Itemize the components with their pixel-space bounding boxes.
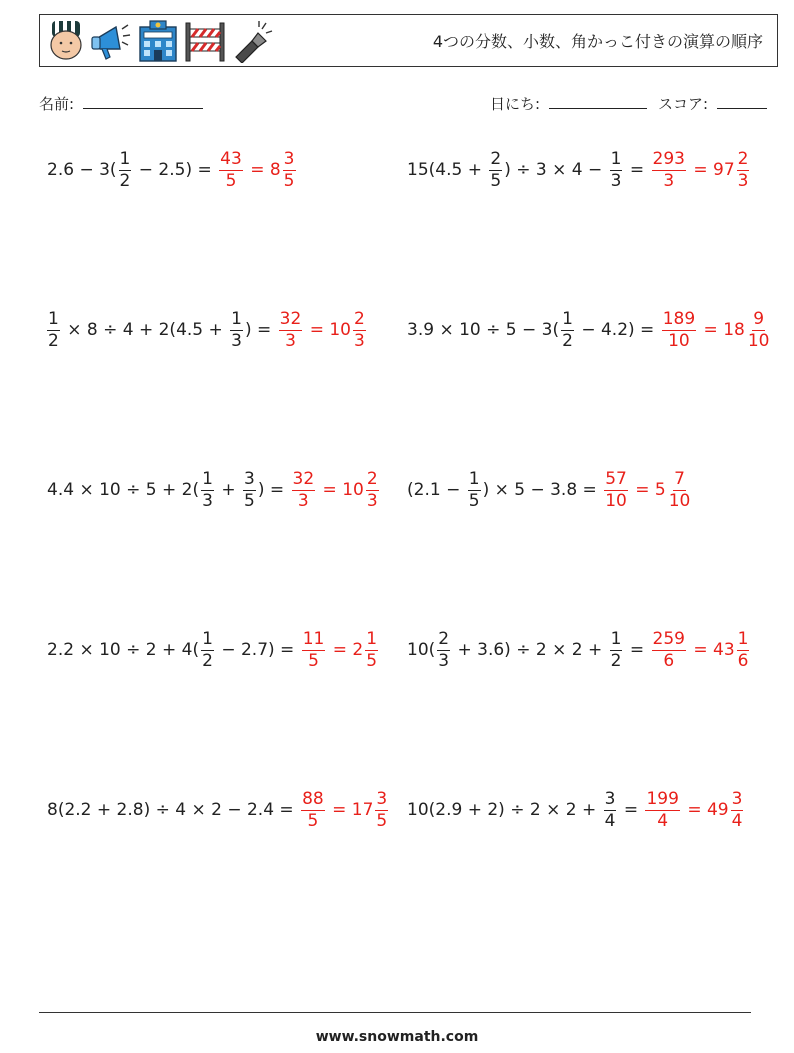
expression-text: ) × 5 − 3.8 = (482, 480, 603, 500)
fraction (489, 148, 502, 191)
denominator: 2 (119, 170, 131, 191)
numerator: 3 (283, 148, 295, 169)
problem-4 (406, 300, 771, 360)
name-label: 名前: (39, 95, 75, 113)
footer-divider (39, 1012, 751, 1013)
answer-fraction (292, 468, 316, 511)
header-box (39, 14, 778, 67)
name-field (39, 93, 203, 114)
expression-text: − 2.5) = (133, 160, 218, 180)
answer-text: = 49 (681, 800, 729, 820)
numerator: 32 (292, 468, 315, 489)
numerator: 199 (646, 788, 679, 809)
expression-text: 4.4 × 10 ÷ 5 + 2( (47, 480, 200, 500)
answer-text: = 18 (698, 320, 745, 340)
date-blank (549, 94, 647, 109)
expression-text: = (618, 800, 644, 820)
answer-fraction (652, 148, 686, 191)
flashlight-icon (230, 19, 274, 63)
expression-text: + 3.6) ÷ 2 × 2 + (452, 640, 608, 660)
denominator: 5 (468, 490, 480, 511)
numerator: 2 (490, 148, 502, 169)
expression-text: = (624, 640, 650, 660)
fraction (201, 628, 214, 671)
score-blank (717, 94, 767, 109)
denominator: 4 (657, 810, 669, 831)
numerator: 3 (731, 788, 743, 809)
numerator: 1 (202, 628, 213, 649)
answer-text: = 97 (687, 160, 735, 180)
denominator: 5 (376, 810, 388, 831)
problem-10 (406, 780, 744, 840)
problem-1 (46, 140, 297, 200)
denominator: 10 (605, 490, 627, 511)
numerator: 1 (468, 468, 480, 489)
expression-text: 15(4.5 + (407, 160, 488, 180)
numerator: 1 (610, 628, 622, 649)
problem-7 (46, 620, 379, 680)
answer-fraction (662, 308, 696, 351)
fraction (604, 788, 617, 831)
fraction (119, 148, 132, 191)
answer-text: = 43 (687, 640, 735, 660)
answer-text: = 8 (244, 160, 281, 180)
answer-fraction (365, 628, 378, 671)
denominator: 2 (48, 330, 59, 351)
numerator: 1 (231, 308, 242, 329)
problem-5 (46, 460, 380, 520)
denominator: 5 (243, 490, 255, 511)
megaphone-icon (90, 19, 132, 63)
expression-text: 2.6 − 3( (47, 160, 117, 180)
problem-2 (406, 140, 750, 200)
denominator: 6 (737, 650, 749, 671)
numerator: 1 (737, 628, 749, 649)
answer-text: = 10 (317, 480, 364, 500)
answer-fraction (604, 468, 628, 511)
answer-fraction (731, 788, 744, 831)
answer-fraction (668, 468, 692, 511)
expression-text: 2.2 × 10 ÷ 2 + 4( (47, 640, 200, 660)
answer-fraction (283, 148, 296, 191)
expression-text: × 8 ÷ 4 + 2(4.5 + (61, 320, 229, 340)
numerator: 9 (753, 308, 765, 329)
denominator: 5 (225, 170, 237, 191)
numerator: 88 (302, 788, 324, 809)
answer-fraction (737, 148, 750, 191)
numerator: 293 (652, 148, 685, 169)
denominator: 3 (737, 170, 749, 191)
numerator: 1 (119, 148, 131, 169)
numerator: 3 (243, 468, 255, 489)
numerator: 2 (354, 308, 365, 329)
denominator: 2 (610, 650, 622, 671)
fraction (230, 308, 243, 351)
numerator: 1 (610, 148, 622, 169)
fraction (201, 468, 214, 511)
denominator: 5 (283, 170, 295, 191)
fraction (561, 308, 574, 351)
worksheet-title: 4つの分数、小数、角かっこ付きの演算の順序 (432, 32, 763, 51)
numerator: 3 (376, 788, 388, 809)
answer-fraction (219, 148, 243, 191)
denominator: 3 (610, 170, 622, 191)
expression-text: ) = (244, 320, 277, 340)
denominator: 4 (731, 810, 743, 831)
barrier-icon (184, 19, 226, 63)
problem-9 (46, 780, 389, 840)
fraction (610, 148, 623, 191)
problem-6 (406, 460, 692, 520)
expression-text: (2.1 − (407, 480, 466, 500)
police-station-icon (136, 19, 180, 63)
numerator: 32 (279, 308, 302, 329)
fraction (468, 468, 481, 511)
numerator: 43 (220, 148, 242, 169)
numerator: 2 (438, 628, 450, 649)
expression-text: + (215, 480, 241, 500)
denominator: 3 (231, 330, 242, 351)
fraction (610, 628, 623, 671)
denominator: 5 (307, 810, 319, 831)
numerator: 2 (737, 148, 749, 169)
prisoner-icon (46, 19, 86, 63)
answer-fraction (375, 788, 388, 831)
denominator: 3 (438, 650, 450, 671)
expression-text: 10(2.9 + 2) ÷ 2 × 2 + (407, 800, 602, 820)
date-field (490, 93, 647, 114)
numerator: 2 (366, 468, 378, 489)
score-label: スコア: (658, 95, 709, 113)
denominator: 4 (604, 810, 616, 831)
answer-text: = 5 (629, 480, 666, 500)
numerator: 259 (652, 628, 685, 649)
answer-fraction (301, 788, 325, 831)
fraction (243, 468, 256, 511)
answer-fraction (645, 788, 679, 831)
expression-text: = (624, 160, 650, 180)
date-label: 日にち: (490, 95, 541, 113)
denominator: 2 (202, 650, 213, 671)
answer-text: = 2 (327, 640, 364, 660)
numerator: 1 (562, 308, 573, 329)
expression-text: 3.9 × 10 ÷ 5 − 3( (407, 320, 560, 340)
answer-fraction (302, 628, 326, 671)
numerator: 11 (302, 628, 325, 649)
answer-fraction (652, 628, 686, 671)
answer-fraction (353, 308, 366, 351)
answer-fraction (747, 308, 771, 351)
denominator: 3 (366, 490, 378, 511)
name-blank (83, 94, 203, 109)
answer-fraction (279, 308, 303, 351)
expression-text: ) = (257, 480, 290, 500)
fraction (437, 628, 450, 671)
numerator: 7 (674, 468, 685, 489)
footer-url: www.snowmath.com (315, 1029, 479, 1045)
answer-fraction (366, 468, 379, 511)
denominator: 5 (308, 650, 319, 671)
denominator: 3 (285, 330, 296, 351)
numerator: 57 (605, 468, 627, 489)
denominator: 10 (747, 330, 770, 351)
answer-fraction (737, 628, 750, 671)
expression-text: 10( (407, 640, 436, 660)
denominator: 3 (663, 170, 675, 191)
expression-text: 8(2.2 + 2.8) ÷ 4 × 2 − 2.4 = (47, 800, 300, 820)
denominator: 2 (562, 330, 573, 351)
numerator: 1 (366, 628, 378, 649)
denominator: 3 (202, 490, 213, 511)
denominator: 5 (490, 170, 502, 191)
problem-8 (406, 620, 750, 680)
denominator: 10 (668, 330, 690, 351)
denominator: 3 (354, 330, 365, 351)
denominator: 10 (668, 490, 691, 511)
problem-3 (46, 300, 367, 360)
score-field (658, 93, 767, 114)
denominator: 3 (297, 490, 309, 511)
fraction (47, 308, 60, 351)
numerator: 1 (48, 308, 59, 329)
expression-text: − 2.7) = (215, 640, 300, 660)
answer-text: = 10 (304, 320, 351, 340)
numerator: 1 (202, 468, 213, 489)
expression-text: − 4.2) = (575, 320, 660, 340)
numerator: 3 (604, 788, 616, 809)
denominator: 6 (663, 650, 675, 671)
header-icons (46, 19, 274, 63)
numerator: 189 (662, 308, 696, 329)
denominator: 5 (366, 650, 378, 671)
answer-text: = 17 (326, 800, 374, 820)
expression-text: ) ÷ 3 × 4 − (504, 160, 608, 180)
